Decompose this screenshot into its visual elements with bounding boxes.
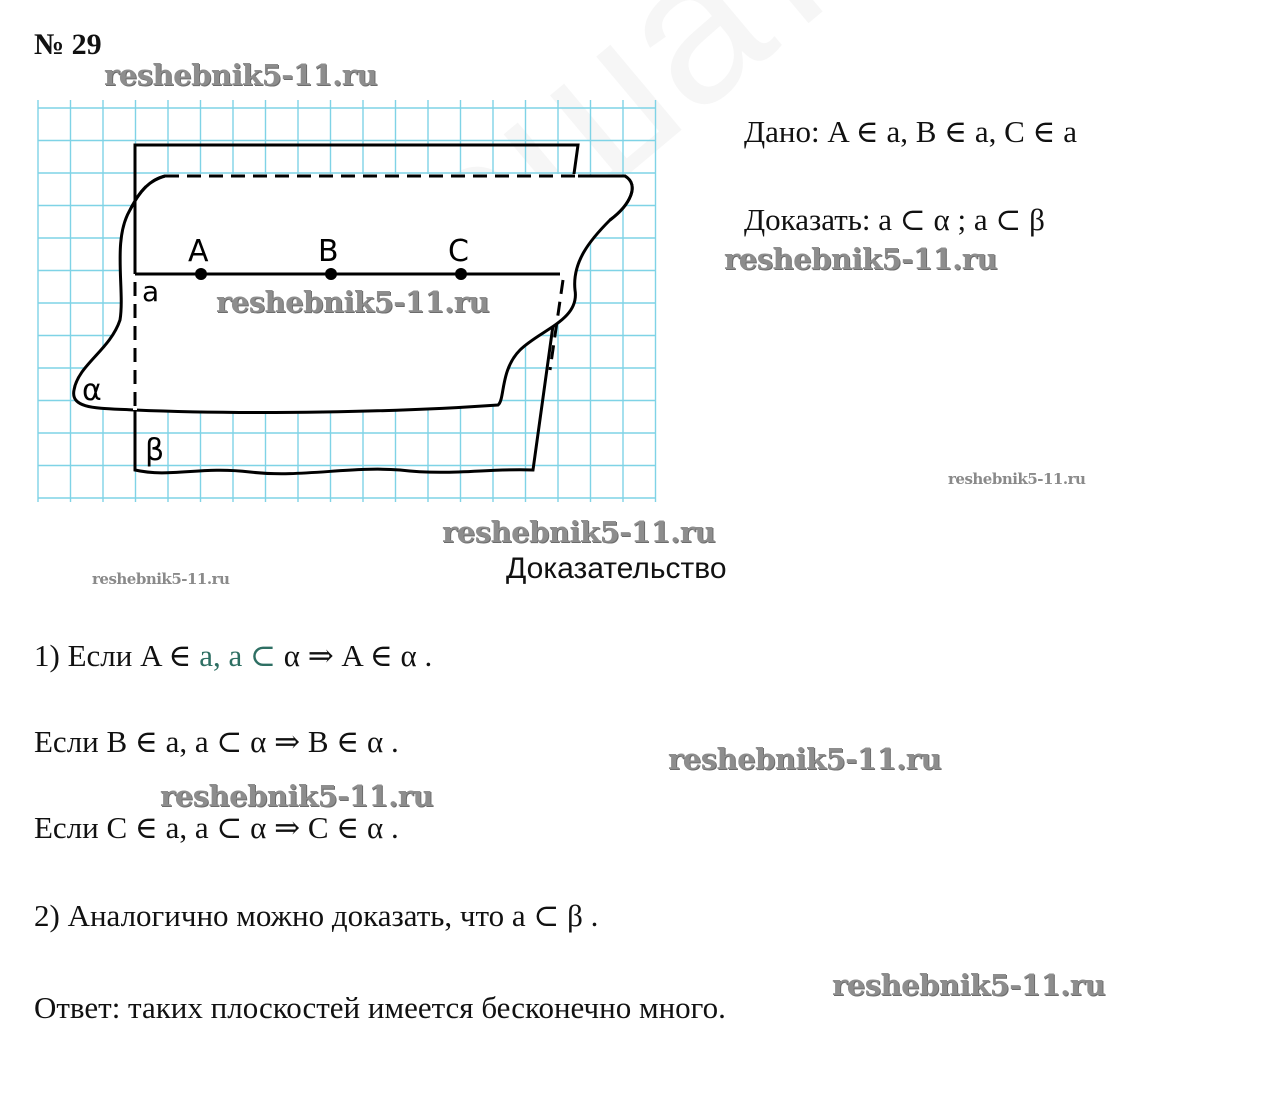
proof-line-1 [34, 638, 432, 674]
point-c-label: C [448, 234, 469, 269]
proof-line-1-part: 1) Если A ∈ [34, 638, 200, 673]
watermark: reshebnik5-11.ru [832, 968, 1106, 1002]
proof-line-4: 2) Аналогично можно доказать, что a ⊂ β . [34, 898, 599, 933]
proof-line-1-end: α ⇒ A ∈ α . [283, 638, 433, 673]
watermark: reshebnik5-11.ru [442, 515, 716, 549]
answer-text: Ответ: таких плоскостей имеется бесконечно много. [34, 990, 726, 1025]
given-text: Дано: A ∈ a, B ∈ a, C ∈ a [744, 114, 1078, 149]
watermark: reshebnik5-11.ru [724, 242, 998, 276]
watermark: reshebnik5-11.ru [92, 570, 230, 588]
line-a-label: a [142, 275, 160, 308]
plane-beta-label: β [145, 433, 165, 468]
proof-line-3: Если C ∈ a, a ⊂ α ⇒ C ∈ α . [34, 810, 399, 845]
proof-line-2: Если B ∈ a, a ⊂ α ⇒ B ∈ α . [34, 724, 399, 759]
point-c-dot [455, 268, 467, 280]
watermark: reshebnik5-11.ru [216, 285, 490, 319]
plane-alpha-label: α [82, 373, 102, 408]
watermark: reshebnik5-11.ru [104, 58, 378, 92]
point-a-dot [195, 268, 207, 280]
watermark: reshebnik5-11.ru [160, 779, 434, 813]
problem-number: № 29 [34, 28, 102, 61]
prove-text: Доказать: a ⊂ α ; a ⊂ β [744, 202, 1045, 237]
point-a-label: A [188, 234, 209, 269]
geometry-figure [0, 0, 700, 520]
point-b-label: B [318, 234, 339, 269]
watermark: reshebnik5-11.ru [948, 470, 1086, 488]
watermark: reshebnik5-11.ru [668, 742, 942, 776]
proof-line-1-highlight: a, a ⊂ [199, 638, 284, 673]
point-b-dot [325, 268, 337, 280]
proof-heading: Доказательство [506, 552, 727, 585]
